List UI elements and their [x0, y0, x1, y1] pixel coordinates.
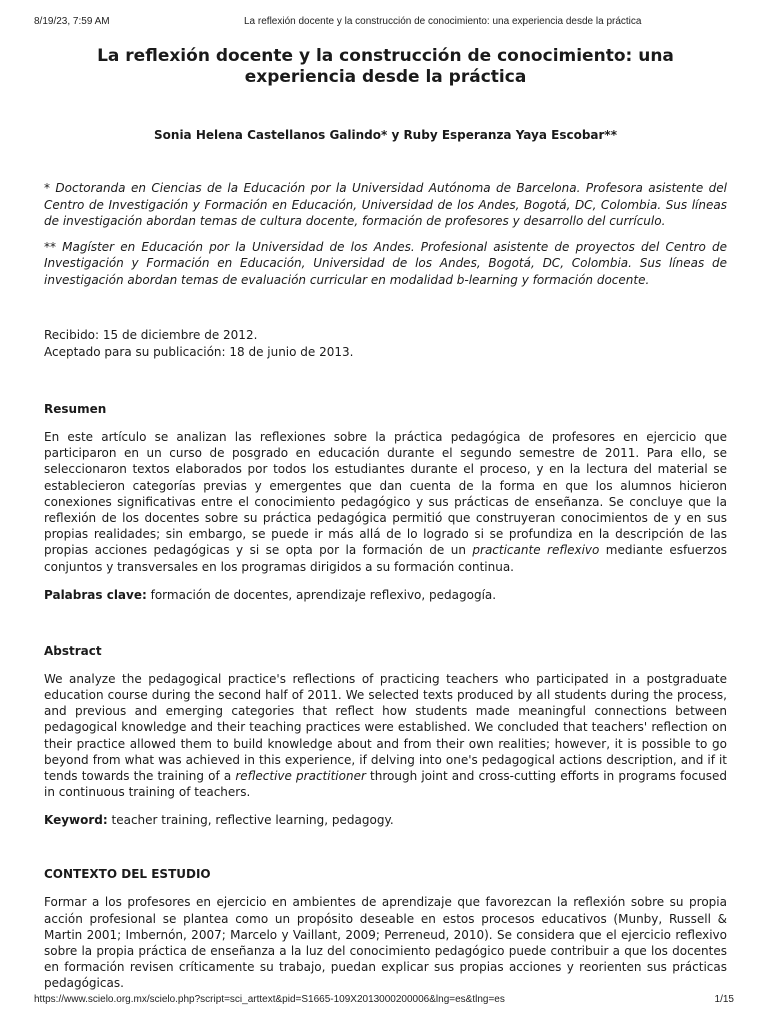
abstract-text-part-1: We analyze the pedagogical practice's reflections of practicing teachers who participated in a postgraduate education course during the second half of 2011. We selected texts produced by all students during the process, and previous and emerging categories that reflect how students made meaningful connections between pedagogical knowledge and their teaching practices were established. We concluded that teachers' reflection on their practice allowed them to build knowledge about and from their own realities; however, it is possible to go beyond from what was achieved in this experience, if delving into one's pedagogical actions description, and if it tends towards the training of a	[44, 671, 727, 784]
article-title: La reflexión docente y la construcción de conocimiento: una experiencia desde la práctica	[97, 46, 674, 87]
contexto-heading: CONTEXTO DEL ESTUDIO	[44, 867, 211, 882]
article-authors: Sonia Helena Castellanos Galindo* y Ruby Esperanza Yaya Escobar**	[154, 128, 617, 142]
accepted-date: Aceptado para su publicación: 18 de junio de 2013.	[44, 345, 354, 359]
contexto-text: Formar a los profesores en ejercicio en ambientes de aprendizaje que favorezcan la reflexión sobre su propia acción profesional se plantea como un propósito deseable en estos procesos educativos (Munby, Russell & Martin 2001; Imbernón, 2007; Marcelo y Vaillant, 2009; Perreneud, 2010). Se considera que el ejercicio reflexivo sobre la propia práctica de enseñanza a la luz del conocimiento pedagógico puede contribuir a que los docentes en formación revisen críticamente su trabajo, puedan explicar sus propias acciones y reorienten sus prácticas pedagógicas.	[44, 895, 727, 991]
abstract-italic-term: reflective practitioner	[235, 769, 366, 784]
resumen-text-part-2: mediante esfuerzos conjuntos y transversales en los programas dirigidos a su formación continua.	[44, 543, 727, 574]
print-page-number: 1/15	[714, 994, 734, 1005]
keywords	[44, 812, 727, 828]
print-date: 8/19/23, 7:59 AM	[34, 16, 110, 27]
received-date: Recibido: 15 de diciembre de 2012.	[44, 328, 258, 342]
abstract-heading: Abstract	[44, 643, 102, 658]
resumen-heading: Resumen	[44, 402, 107, 416]
print-footer	[34, 994, 734, 1008]
publication-dates	[44, 327, 727, 361]
palabras-clave	[44, 587, 727, 603]
resumen-text	[44, 429, 727, 575]
resumen-italic-term: practicante reflexivo	[472, 543, 600, 558]
resumen-text-part-1: En este artículo se analizan las reflexiones sobre la práctica pedagógica de profesores en ejercicio que participaron en un curso de posgrado en educación durante el segundo semestre de 2011. Para ello, se seleccionaron textos elaborados por todos los estudiantes durante el proceso, y en la lectura del material se establecieron categorías previas y emergentes que dan cuenta de la forma en que los alumnos hicieron conexiones significativas entre el conocimiento pedagógico y sus prácticas de enseñanza. Se concluye que la reflexión de los docentes sobre su práctica pedagógica permitió que construyeran conocimientos de y en sus propias realidades; sin embargo, se puede ir más allá de lo logrado si se profundiza en la descripción de las propias acciones pedagógicas y si se opta por la formación de un	[44, 430, 727, 558]
print-url: https://www.scielo.org.mx/scielo.php?script=sci_arttext&pid=S1665-109X2013000200006&lng=es&tlng=es	[34, 994, 505, 1005]
print-page-title: La reflexión docente y la construcción de conocimiento: una experiencia desde la práctica	[244, 16, 642, 27]
print-header	[34, 16, 734, 30]
palabras-clave-label: Palabras clave:	[44, 587, 147, 602]
keywords-list: teacher training, reflective learning, pedagogy.	[107, 813, 394, 828]
palabras-clave-list: formación de docentes, aprendizaje reflexivo, pedagogía.	[146, 587, 497, 602]
author-affiliation-1: * Doctoranda en Ciencias de la Educación por la Universidad Autónoma de Barcelona. Profesora asistente del Centro de Investigación y Formación en Educación, Universidad de los Andes, Bogotá, DC, Colombia. Sus líneas de investigación abordan temas de cultura docente, formación de profesores y desarrollo del currículo.	[44, 181, 727, 228]
article-content	[44, 46, 727, 992]
abstract-text	[44, 671, 727, 801]
author-affiliation-2: ** Magíster en Educación por la Universidad de los Andes. Profesional asistente de proyectos del Centro de Investigación y Formación en Educación, Universidad de los Andes, Bogotá, DC, Colombia. Sus líneas de investigación abordan temas de evaluación curricular en modalidad b-learning y formación docente.	[44, 239, 727, 287]
keywords-label: Keyword:	[44, 813, 108, 828]
abstract-text-part-2: through joint and cross-cutting efforts in programs focused in continuous training of teachers.	[44, 769, 728, 800]
